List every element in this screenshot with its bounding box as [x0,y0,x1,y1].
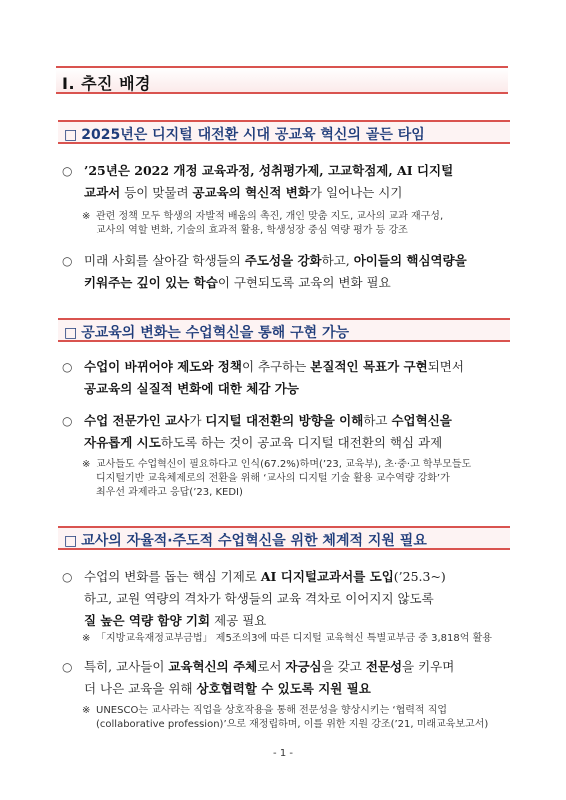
text-span: 하고, [321,253,354,268]
footnote-1-1 [82,210,512,238]
text-span: 질 높은 역량 함양 기회 [84,613,211,628]
text-span: 더 나은 교육을 위해 [84,681,197,696]
paragraph-2-2 [62,410,514,454]
section-header-1 [58,120,510,144]
text-span: 하도록 하는 것이 공교육 디지털 대전환의 핵심 과제 [160,435,443,450]
text-span: 등이 맞물려 [120,185,193,200]
paragraph-1-2 [62,250,514,294]
bullet-circle: ○ [62,360,73,374]
text-span: 2022 개정 교육과정, 성취평가제, 고교학점제, AI 디지털 [134,163,454,178]
footnote-3-1 [82,632,512,646]
text-span: 주도성을 강화 [244,253,322,268]
section-heading-3: 교사의 자율적·주도적 수업혁신을 위한 체계적 지원 필요 [81,533,427,549]
footnote-3-2 [82,704,512,732]
note-line: 최우선 과제라고 응답(’23, KEDI) [96,487,243,498]
paragraph-3-1 [62,566,514,632]
footnote-2-1 [82,458,512,500]
text-span: 수업 전문가인 교사 [84,413,190,428]
text-span: 키워주는 깊이 있는 학습 [84,275,218,290]
note-line: UNESCO는 교사라는 직업을 상호작용을 통해 전문성을 향상시키는 ‘협력적 직업 [96,705,448,716]
section-marker: □ [64,533,78,549]
text-span: 자유롭게 시도 [84,435,161,450]
text-span: (’25.3~) [393,569,446,584]
text-span: 아이들의 핵심역량을 [353,253,467,268]
note-mark: ※ [82,705,91,716]
note-line: 디지털기반 교육체제로의 전환을 위해 ‘교사의 디지털 기술 활용 교수역량 강화’가 [96,473,450,484]
text-span: 을 갖고 [321,659,366,674]
note-line: 교사들도 수업혁신이 필요하다고 인식(67.2%)하며(’23, 교육부), 초·중·고 학부모들도 [96,459,472,470]
text-span: 이 구현되도록 교육의 변화 필요 [217,275,391,290]
bullet-circle: ○ [62,570,73,584]
text-span: 이 추구하는 [241,359,311,374]
paragraph-3-2 [62,656,514,700]
text-span: 교과서 [84,185,121,200]
section-header-3 [58,526,510,550]
section-marker: □ [64,127,78,143]
text-span: 상호협력할 수 있도록 지원 필요 [196,681,371,696]
section-heading-1: 2025년은 디지털 대전환 시대 공교육 혁신의 골든 타임 [81,127,425,143]
text-span: 하고 [363,413,392,428]
bullet-circle: ○ [62,254,73,268]
text-span: 을 키우며 [402,659,455,674]
paragraph-2-1 [62,356,514,400]
text-span: 하고, 교원 역량의 격차가 학생들의 교육 격차로 이어지지 않도록 [84,591,434,606]
paragraph-1-1 [62,160,514,204]
note-line: 관련 정책 모두 학생의 자발적 배움의 촉진, 개인 맞춤 지도, 교사의 교과 재구성, [96,211,444,222]
section-marker: □ [64,325,78,341]
text-span: 되면서 [427,359,464,374]
note-line: (collaborative profession)’으로 재정립하며, 이를 위한 지원 강조(’21, 미래교육보고서) [96,719,489,730]
text-span: 본질적인 목표가 구현 [310,359,428,374]
text-span: 전문성 [365,659,403,674]
text-span: 특히, 교사들이 [84,659,169,674]
note-line: 「지방교육재정교부금법」 제5조의3에 따른 디지털 교육혁신 특별교부금 중 3,818억 활용 [96,633,492,644]
page-title-bar [56,66,508,94]
bullet-circle: ○ [62,660,73,674]
text-span: 교육혁신의 주체 [168,659,258,674]
page-title: Ⅰ. 추진 배경 [62,74,151,93]
note-mark: ※ [82,459,91,470]
text-span: ’25년은 [84,163,135,178]
text-span: 자긍심 [285,659,322,674]
section-header-2 [58,318,510,342]
text-span: 수업혁신을 [391,413,452,428]
text-span: 제공 필요 [210,613,267,628]
text-span: 공교육의 실질적 변화에 대한 체감 가능 [84,381,299,396]
text-span: 가 일어나는 시기 [309,185,403,200]
note-mark: ※ [82,633,91,644]
note-mark: ※ [82,211,91,222]
page-number: - 1 - [273,748,293,759]
text-span: 수업이 바뀌어야 제도와 정책 [84,359,242,374]
note-line: 교사의 역할 변화, 기술의 효과적 활용, 학생성장 중심 역량 평가 등 강조 [96,225,408,236]
text-span: 디지털 대전환의 방향을 이해 [205,413,364,428]
bullet-circle: ○ [62,164,73,178]
text-span: 미래 사회를 살아갈 학생들의 [84,253,245,268]
bullet-circle: ○ [62,414,73,428]
text-span: 공교육의 혁신적 변화 [192,185,310,200]
text-span: 로서 [257,659,286,674]
text-span: 수업의 변화를 돕는 핵심 기제로 [84,569,261,584]
section-heading-2: 공교육의 변화는 수업혁신을 통해 구현 가능 [81,325,350,341]
text-span: AI 디지털교과서를 도입 [260,569,394,584]
text-span: 가 [189,413,206,428]
